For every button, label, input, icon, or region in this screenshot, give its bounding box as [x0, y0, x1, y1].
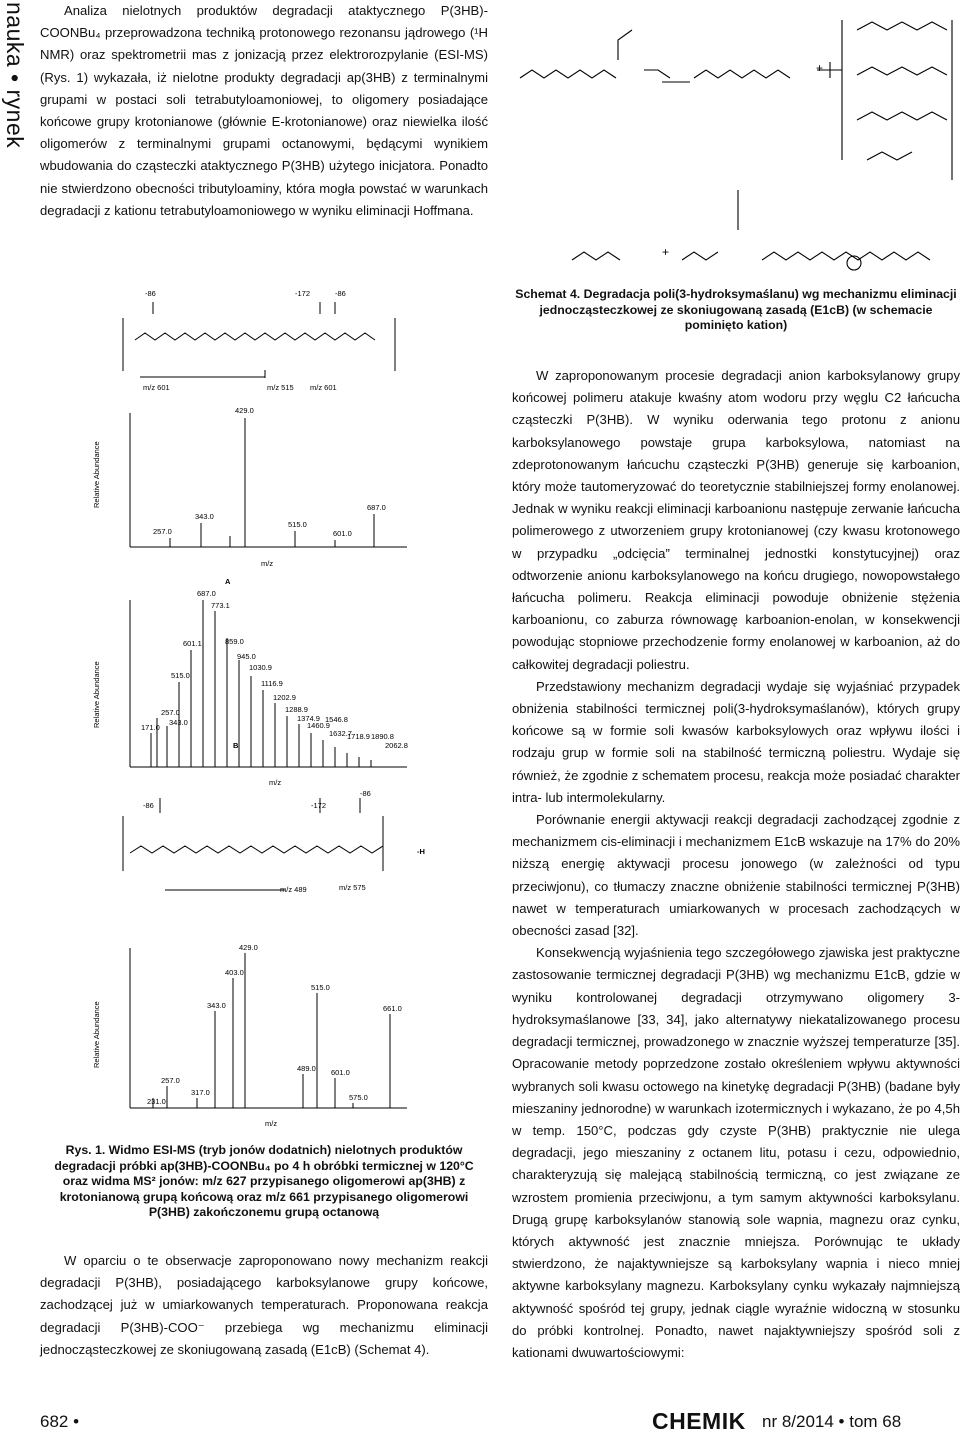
svg-text:+: + — [816, 61, 824, 75]
peak-label: 687.0 — [197, 589, 216, 598]
x-axis-label: m/z — [269, 778, 282, 787]
peak-label: 2062.8 — [385, 741, 408, 750]
chain-a — [520, 70, 616, 78]
frag-label: m/z 601 — [310, 383, 337, 392]
peak-label: 489.0 — [297, 1064, 316, 1073]
peak-label: 1460.9 — [307, 721, 330, 730]
journal-logo: CHEMIK — [652, 1408, 746, 1434]
y-axis-label: Relative Abundance — [92, 661, 101, 728]
peak-label: 317.0 — [191, 1088, 210, 1097]
peak-label: 687.0 — [367, 503, 386, 512]
peak-label: 403.0 — [225, 968, 244, 977]
frag-label: -86 — [335, 289, 346, 298]
panel3-peak-labels — [147, 943, 402, 1106]
peak-label: 1718.9 — [347, 732, 370, 741]
peak-label: 1202.9 — [273, 693, 296, 702]
peak-label: 601.0 — [331, 1068, 350, 1077]
peak-label: 231.0 — [147, 1097, 166, 1106]
peak-label: 343.0 — [207, 1001, 226, 1010]
page-footer — [0, 1408, 960, 1437]
intro-paragraph: Analiza nielotnych produktów degradacji ataktycznego P(3HB)-COONBu₄ przeprowadzona techniką protonowego rezonansu jądrowego (¹H NMR) oraz spektrometrii mas z jonizacją przez elektrorozpylanie (ESI-MS) (Rys. 1) wykazała, iż nielotne produkty degradacji ap(3HB) z terminalnymi grupami w postaci soli tetrabutyloamoniowej, to oligomery posiadające końcowe grupy krotonianowe (głównie E-krotonianowe) oraz niewielka ilość oligomerów z terminalnymi grupami octanowymi, będącymi wynikiem wbudowania do cząsteczki ataktycznego P(3HB) użytego inicjatora. Ponadto nie stwierdzono obecności tributyloaminy, która mogła powstać w warunkach degradacji z kationu tetrabutyloamoniowego w wyniku eliminacji Hoffmana. — [40, 3, 488, 218]
peak-label: 1632.7 — [329, 729, 352, 738]
oligomer-chain-1 — [135, 333, 375, 340]
peak-label: 1374.9 — [297, 714, 320, 723]
paragraph: Porównanie energii aktywacji reakcji degradacji zachodzącej zgodnie z mechanizmem cis-eliminacji i mechanizmem E1cB wskazuje na 17% do 20% niższą energię aktywacji procesu jonowego (w zależności od typu przeciwjonu), co tłumaczy znaczne obniżenie stabilności termicznej P(3HB) nawet w temperaturach umiarkowanych w procesach zachodzących w obecności zasad [32]. — [512, 812, 960, 939]
y-axis-label: Relative Abundance — [92, 1001, 101, 1068]
x-axis-label: m/z — [265, 1119, 278, 1128]
peak-label: 1546.8 — [325, 715, 348, 724]
frag-label: m/z 489 — [280, 885, 307, 894]
peak-label: 515.0 — [288, 520, 307, 529]
peak-label: 257.0 — [161, 1076, 180, 1085]
peak-label: 601.0 — [333, 529, 352, 538]
peak-label: 171.0 — [141, 723, 160, 732]
chain-b — [694, 70, 790, 78]
scheme-caption: Schemat 4. Degradacja poli(3-hydroksymaślanu) wg mechanizmu eliminacji jednocząsteczkowej ze skoniugowaną zasadą (E1cB) (w schemacie pominięto kation) — [515, 287, 957, 332]
frag-label: -172 — [311, 801, 327, 810]
reaction-scheme — [512, 0, 960, 282]
peak-label: 1116.9 — [261, 679, 283, 688]
peak-label: 515.0 — [311, 983, 330, 992]
frag-label: m/z 575 — [339, 883, 366, 892]
peak-label: 859.0 — [225, 637, 244, 646]
peak-label: 1288.9 — [285, 705, 308, 714]
page-number: 682 • — [40, 1412, 80, 1431]
peak-label: 601.1 — [183, 639, 202, 648]
frag-label: -86 — [360, 789, 371, 798]
marker-a: A — [225, 577, 231, 586]
frag-label: -86 — [143, 801, 154, 810]
paragraph: Konsekwencją wyjaśnienia tego szczegółowego zjawiska jest praktyczne zastosowanie termicznej degradacji P(3HB) wg mechanizmu E1cB, gdzie w wyniku kontrolowanej degradacji otrzymywano oligomery 3-hydroksymaślanowe [33, 34], jako alternatywy niekatalizowanego procesu degradacji termicznej, prowadzonego w znacznie wyższej temperaturze [35]. Opracowanie metody poprzedzone zostało określeniem wpływu aktywności wybranych soli kwasu octowego na kinetykę degradacji P(3HB) (badane były mieszaniny jednorodne) w warunkach izotermicznych i wykazano, że po 4,5h w temp. 150°C, podczas gdy czyste P(3HB) praktycznie nie ulega degradacji, jego mieszaniny z octanem litu, potasu i cezu, odpowiednio, charakteryzują się malejącą stabilnością termiczną, co jest związane ze wzrostem promienia przeciwjonu, a tym samym aktywności karboksylanu. Drugą grupę karboksylanów stanowią sole wapnia, magnezu oraz cynku, których aktywność jest znacznie mniejsza. Porównując te układy stwierdzono, że najaktywniejsze są karboksylany wapnia i nieco mniej aktywne karboksylany magnezu. Karboksylany cynku wykazały najmniejszą aktywność spośród tej grupy, jednak ciągle wyraźnie widoczną w stosunku do próbki kontrolnej. Ponadto, nawet najaktywniejszy spośród soli z kationami dwuwartościowymi: — [512, 945, 960, 1360]
figure-caption: Rys. 1. Widmo ESI-MS (tryb jonów dodatnich) nielotnych produktów degradacji próbki ap(3HB)-COONBu₄ po 4 h obróbki termicznej w 120°C oraz widma MS² jonów: m/z 627 przypisanego oligomerowi ap(3HB) z krotonianową grupą końcową oraz m/z 661 przypisanego oligomerowi P(3HB) zakończonemu grupą octanową — [54, 1143, 474, 1219]
frag-label: -86 — [145, 289, 156, 298]
peak-label: 1030.9 — [249, 663, 272, 672]
peak-label: 429.0 — [235, 406, 254, 415]
frag-label: -H — [417, 847, 425, 856]
panel1-peak-labels — [153, 406, 386, 538]
peak-label: 343.0 — [169, 718, 188, 727]
panel2-peak-labels — [141, 589, 408, 750]
paragraph: Przedstawiony mechanizm degradacji wydaje się wyjaśniać przypadek obniżenia stabilności termicznej poli(3-hydroksymaślanów), których grupy końcowe są w formie soli kwasów karboksylowych oraz wpływu ilości i rodzaju grup w formie soli na stabilność termiczną poliestru. Wydaje się również, że zgodnie z schematem procesu, reakcja może posiadać charakter intra- lub intermolekularny. — [512, 678, 960, 805]
peak-label: 661.0 — [383, 1004, 402, 1013]
peak-label: 945.0 — [237, 652, 256, 661]
peak-label: 773.1 — [211, 601, 230, 610]
marker-b: B — [233, 741, 239, 750]
y-axis-label: Relative Abundance — [92, 441, 101, 508]
oligomer-chain-2 — [130, 846, 383, 853]
peak-label: 257.0 — [153, 527, 172, 536]
peak-label: 343.0 — [195, 512, 214, 521]
paragraph: W zaproponowanym procesie degradacji anion karboksylanowy grupy końcowej polimeru atakuje kwaśny atom wodoru przy węglu C2 łańcucha cząsteczki P(3HB). W wyniku oderwania tego protonu z anionu karboksylanowego powstaje grupa karboksylowa, natomiast na zdeprotonowanym łańcuchu cząsteczki P(3HB) generuje się karboanion, który może tautomeryzować do teoretycznie stabilniejszej formy enolanowej. Jednak w wyniku reakcji eliminacji karboanionu następuje zerwanie łańcucha polimerowego z utworzeniem grupy krotonianowej (czy kwasu krotonowego w przypadku „odcięcia” terminalnej jednostki konstytucyjnej) oraz odtworzenie anionu karboksylanowego na końcu drugiego, nowopowstałego łańcucha polimeru. Reakcja eliminacji powoduje obniżenie stężenia karboanionu, co zaburza równowagę karboanion-enolan, w konsekwencji powodując stopniowe przechodzenie formy enolanowej w karboanion, aż do całkowitej degradacji poliestru. — [512, 368, 960, 672]
frag-label: m/z 601 — [143, 383, 170, 392]
peak-label: 515.0 — [171, 671, 190, 680]
frag-label: -172 — [295, 289, 311, 298]
peak-label: 1890.8 — [371, 732, 394, 741]
bottom-left-paragraph: W oparciu o te obserwacje zaproponowano nowy mechanizm reakcji degradacji P(3HB), posiadającego karboksylanowe grupy końcowe, zachodzącej już w umiarkowanych temperaturach. Proponowana reakcja degradacji P(3HB)-COO⁻ przebiega wg mechanizmu eliminacji jednocząsteczkowej ze skoniugowaną zasadą (E1cB) (Schemat 4). — [40, 1253, 488, 1357]
section-label: nauka • rynek — [2, 2, 28, 149]
esi-ms-figure — [85, 278, 505, 1140]
frag-label: m/z 515 — [267, 383, 294, 392]
issue-info: nr 8/2014 • tom 68 — [762, 1412, 902, 1431]
x-axis-label: m/z — [261, 559, 274, 568]
right-column-text — [512, 365, 960, 1364]
peak-label: 429.0 — [239, 943, 258, 952]
svg-text:+: + — [662, 245, 670, 259]
peak-label: 575.0 — [349, 1093, 368, 1102]
peak-label: 257.0 — [161, 708, 180, 717]
